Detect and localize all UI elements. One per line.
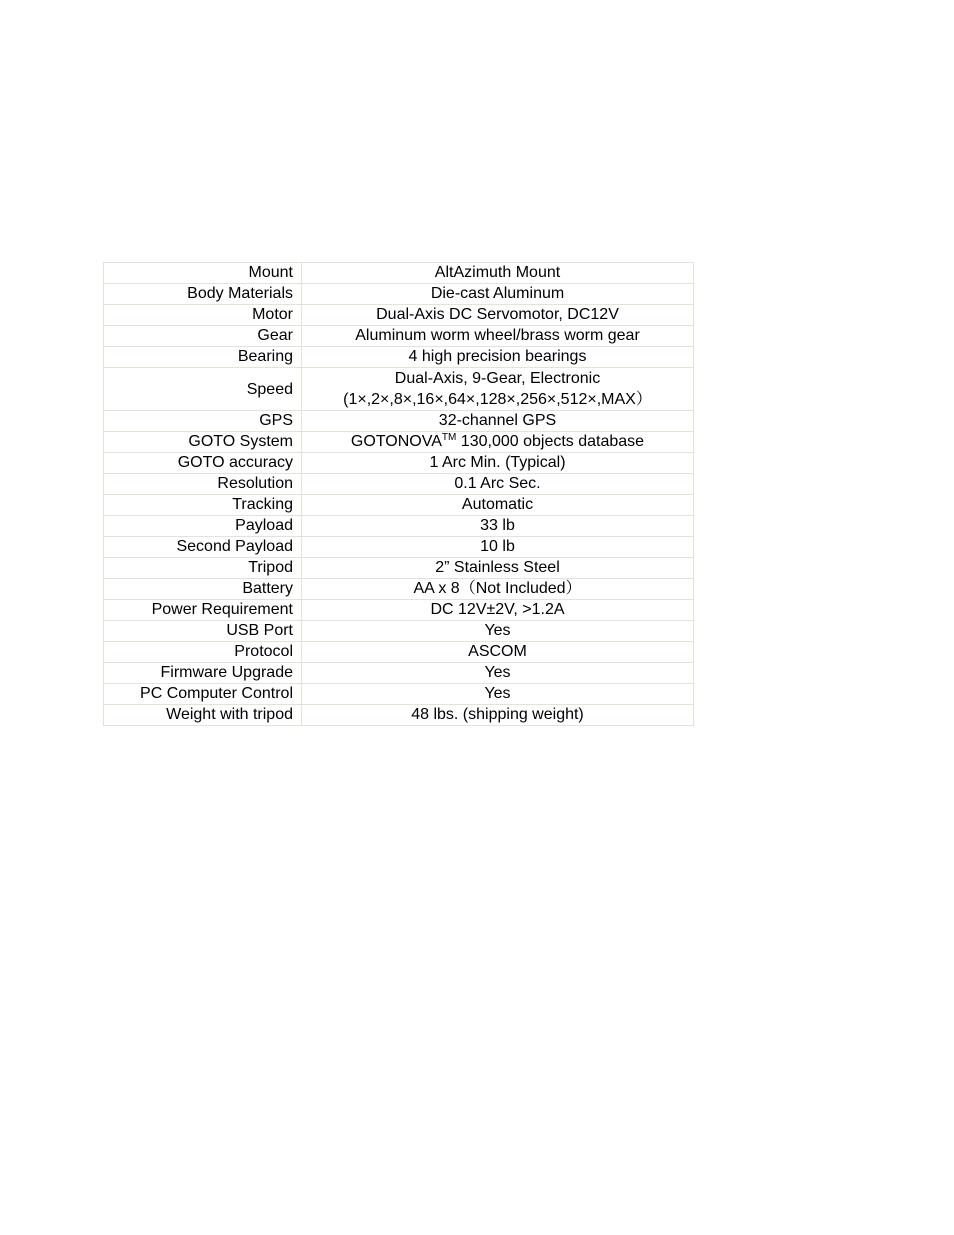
spec-value: 10 lb <box>302 537 694 558</box>
spec-label: Battery <box>104 579 302 600</box>
table-row <box>104 705 694 726</box>
spec-value: Dual-Axis DC Servomotor, DC12V <box>302 305 694 326</box>
spec-label: Power Requirement <box>104 600 302 621</box>
specifications-table <box>103 262 694 726</box>
spec-value: Automatic <box>302 495 694 516</box>
spec-value-line: (1×,2×,8×,16×,64×,128×,256×,512×,MAX） <box>343 391 652 408</box>
spec-value-suffix: 130,000 objects database <box>456 433 645 450</box>
spec-label: Tripod <box>104 558 302 579</box>
table-row <box>104 432 694 453</box>
spec-value: DC 12V±2V, >1.2A <box>302 600 694 621</box>
table-row <box>104 368 694 411</box>
table-row <box>104 453 694 474</box>
spec-value: Yes <box>302 663 694 684</box>
table-row <box>104 558 694 579</box>
spec-label: Speed <box>104 368 302 411</box>
spec-value-line: Dual-Axis, 9-Gear, Electronic <box>394 370 601 387</box>
spec-label: Resolution <box>104 474 302 495</box>
table-row <box>104 642 694 663</box>
spec-label: GOTO System <box>104 432 302 453</box>
spec-value: Yes <box>302 621 694 642</box>
spec-value: 0.1 Arc Sec. <box>302 474 694 495</box>
table-row <box>104 516 694 537</box>
spec-value-prefix: GOTONOVA <box>350 433 442 450</box>
table-row <box>104 495 694 516</box>
spec-value: 2” Stainless Steel <box>302 558 694 579</box>
spec-label: GPS <box>104 411 302 432</box>
table-row <box>104 284 694 305</box>
table-row <box>104 474 694 495</box>
spec-label: Mount <box>104 263 302 284</box>
spec-label: PC Computer Control <box>104 684 302 705</box>
spec-label: Gear <box>104 326 302 347</box>
spec-value: 33 lb <box>302 516 694 537</box>
spec-label: Second Payload <box>104 537 302 558</box>
table-row <box>104 684 694 705</box>
spec-label: Bearing <box>104 347 302 368</box>
spec-value: 48 lbs. (shipping weight) <box>302 705 694 726</box>
spec-value: ASCOM <box>302 642 694 663</box>
spec-value: 4 high precision bearings <box>302 347 694 368</box>
trademark-mark: TM <box>441 432 457 443</box>
table-row <box>104 305 694 326</box>
spec-value: AltAzimuth Mount <box>302 263 694 284</box>
spec-value: Yes <box>302 684 694 705</box>
spec-value: AA x 8（Not Included） <box>302 579 694 600</box>
table-row <box>104 621 694 642</box>
spec-label: Firmware Upgrade <box>104 663 302 684</box>
spec-value: Aluminum worm wheel/brass worm gear <box>302 326 694 347</box>
spec-label: Protocol <box>104 642 302 663</box>
spec-label: Weight with tripod <box>104 705 302 726</box>
spec-label: Body Materials <box>104 284 302 305</box>
spec-value: 1 Arc Min. (Typical) <box>302 453 694 474</box>
spec-value: Die-cast Aluminum <box>302 284 694 305</box>
spec-value <box>302 432 694 453</box>
table-row <box>104 411 694 432</box>
spec-label: Payload <box>104 516 302 537</box>
table-row <box>104 263 694 284</box>
table-row <box>104 347 694 368</box>
spec-label: Tracking <box>104 495 302 516</box>
table-row <box>104 663 694 684</box>
table-row <box>104 579 694 600</box>
spec-label: USB Port <box>104 621 302 642</box>
table-row <box>104 326 694 347</box>
table-row <box>104 537 694 558</box>
spec-value: 32-channel GPS <box>302 411 694 432</box>
table-row <box>104 600 694 621</box>
spec-value <box>302 368 694 411</box>
spec-label: GOTO accuracy <box>104 453 302 474</box>
spec-label: Motor <box>104 305 302 326</box>
